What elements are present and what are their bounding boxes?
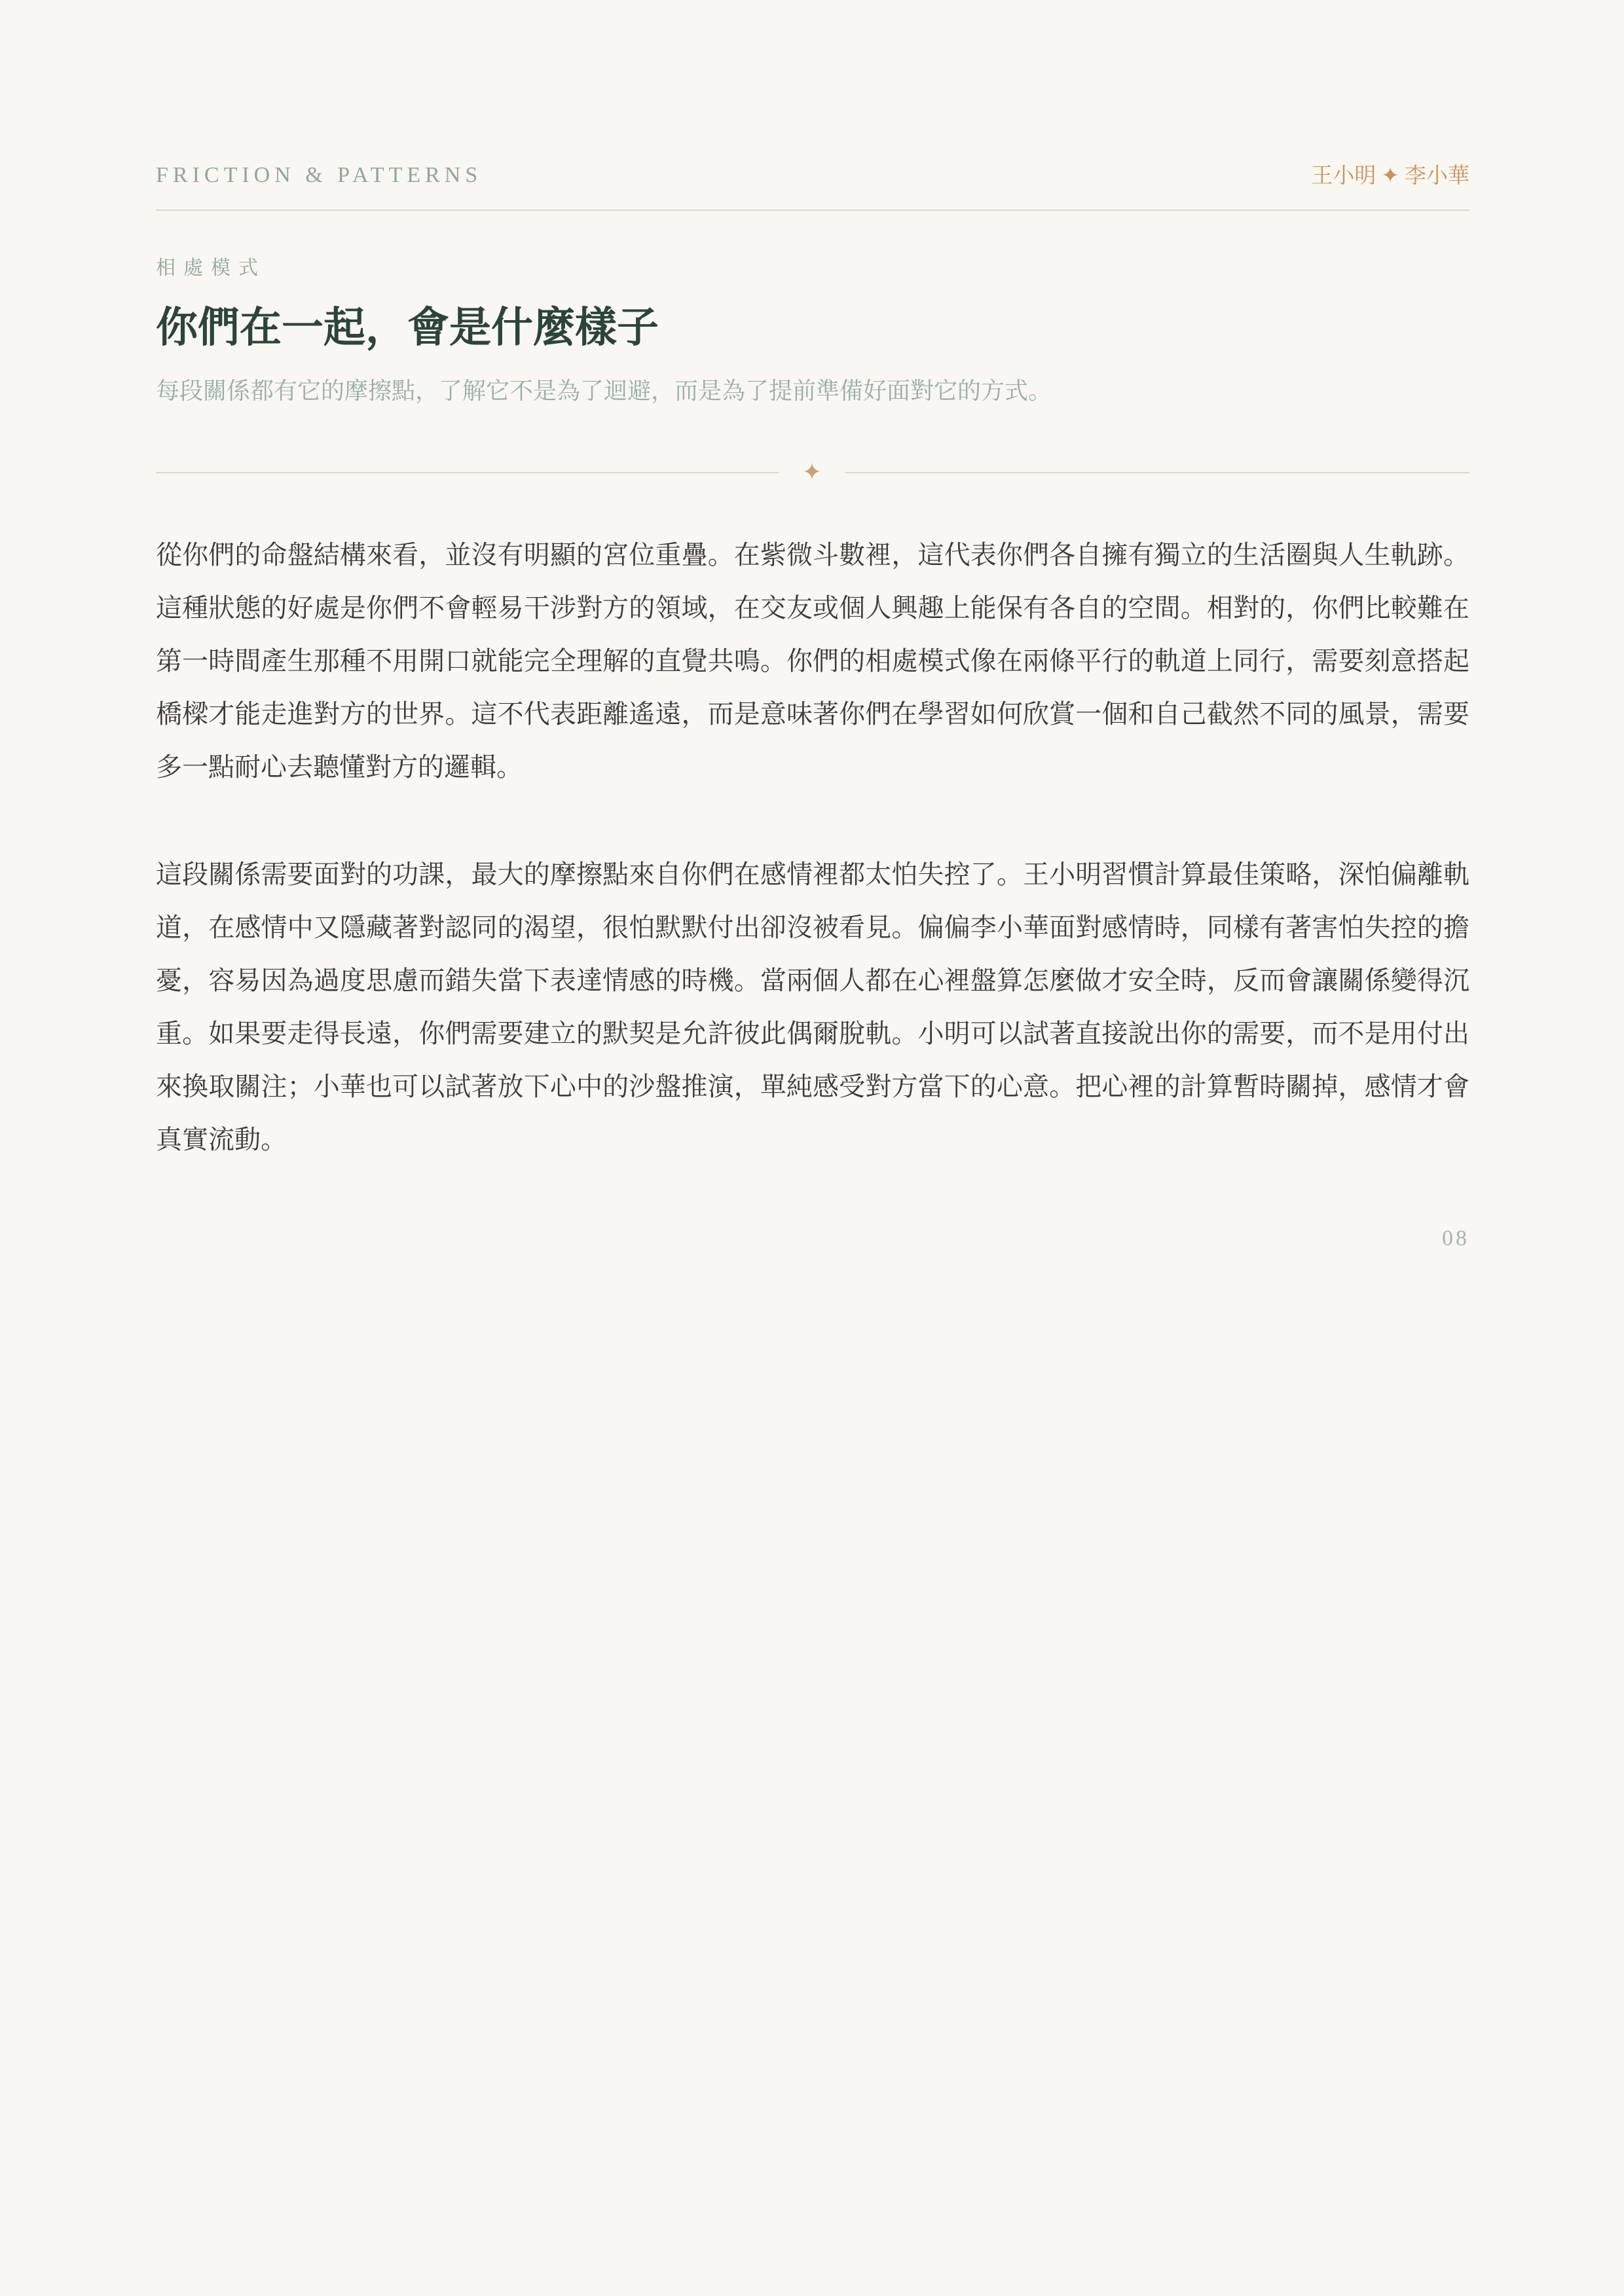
divider-line-right xyxy=(845,472,1469,473)
section-label: FRICTION & PATTERNS xyxy=(156,163,483,187)
page-title: 你們在一起，會是什麼樣子 xyxy=(156,303,659,352)
divider-line-left xyxy=(156,472,779,473)
star-icon: ✦ xyxy=(1381,162,1399,188)
person-b-name: 李小華 xyxy=(1405,162,1469,188)
page-header xyxy=(156,157,1469,194)
ornament-divider xyxy=(156,458,1469,487)
document-page xyxy=(156,0,1469,2296)
couple-names xyxy=(1311,157,1469,194)
header-divider xyxy=(156,210,1469,211)
section-eyebrow: 相處模式 xyxy=(156,257,266,280)
star-ornament-icon: ✦ xyxy=(802,459,822,486)
body-paragraph: 這段關係需要面對的功課，最大的摩擦點來自你們在感情裡都太怕失控了。王小明習慣計算最佳策略，深怕偏離軌道，在感情中又隱藏著對認同的渴望，很怕默默付出卻沒被看見。偏偏李小華面對感情時，同樣有著害怕失控的擔憂，容易因為過度思慮而錯失當下表達情感的時機。當兩個人都在心裡盤算怎麼做才安全時，反而會讓關係變得沉重。如果要走得長遠，你們需要建立的默契是允許彼此偶爾脫軌。小明可以試著直接說出你的需要，而不是用付出來換取關注；小華也可以試著放下心中的沙盤推演，單純感受對方當下的心意。把心裡的計算暫時關掉，感情才會真實流動。 xyxy=(156,860,1469,1155)
body-paragraph: 從你們的命盤結構來看，並沒有明顯的宮位重疊。在紫微斗數裡，這代表你們各自擁有獨立的生活圈與人生軌跡。這種狀態的好處是你們不會輕易干涉對方的領域，在交友或個人興趣上能保有各自的空間。相對的，你們比較難在第一時間產生那種不用開口就能完全理解的直覺共鳴。你們的相處模式像在兩條平行的軌道上同行，需要刻意搭起橋樑才能走進對方的世界。這不代表距離遙遠，而是意味著你們在學習如何欣賞一個和自己截然不同的風景，需要多一點耐心去聽懂對方的邏輯。 xyxy=(156,540,1469,782)
page-subtitle: 每段關係都有它的摩擦點，了解它不是為了迴避，而是為了提前準備好面對它的方式。 xyxy=(156,378,1052,405)
person-a-name: 王小明 xyxy=(1311,162,1376,188)
page-number: 08 xyxy=(1442,1226,1469,1250)
